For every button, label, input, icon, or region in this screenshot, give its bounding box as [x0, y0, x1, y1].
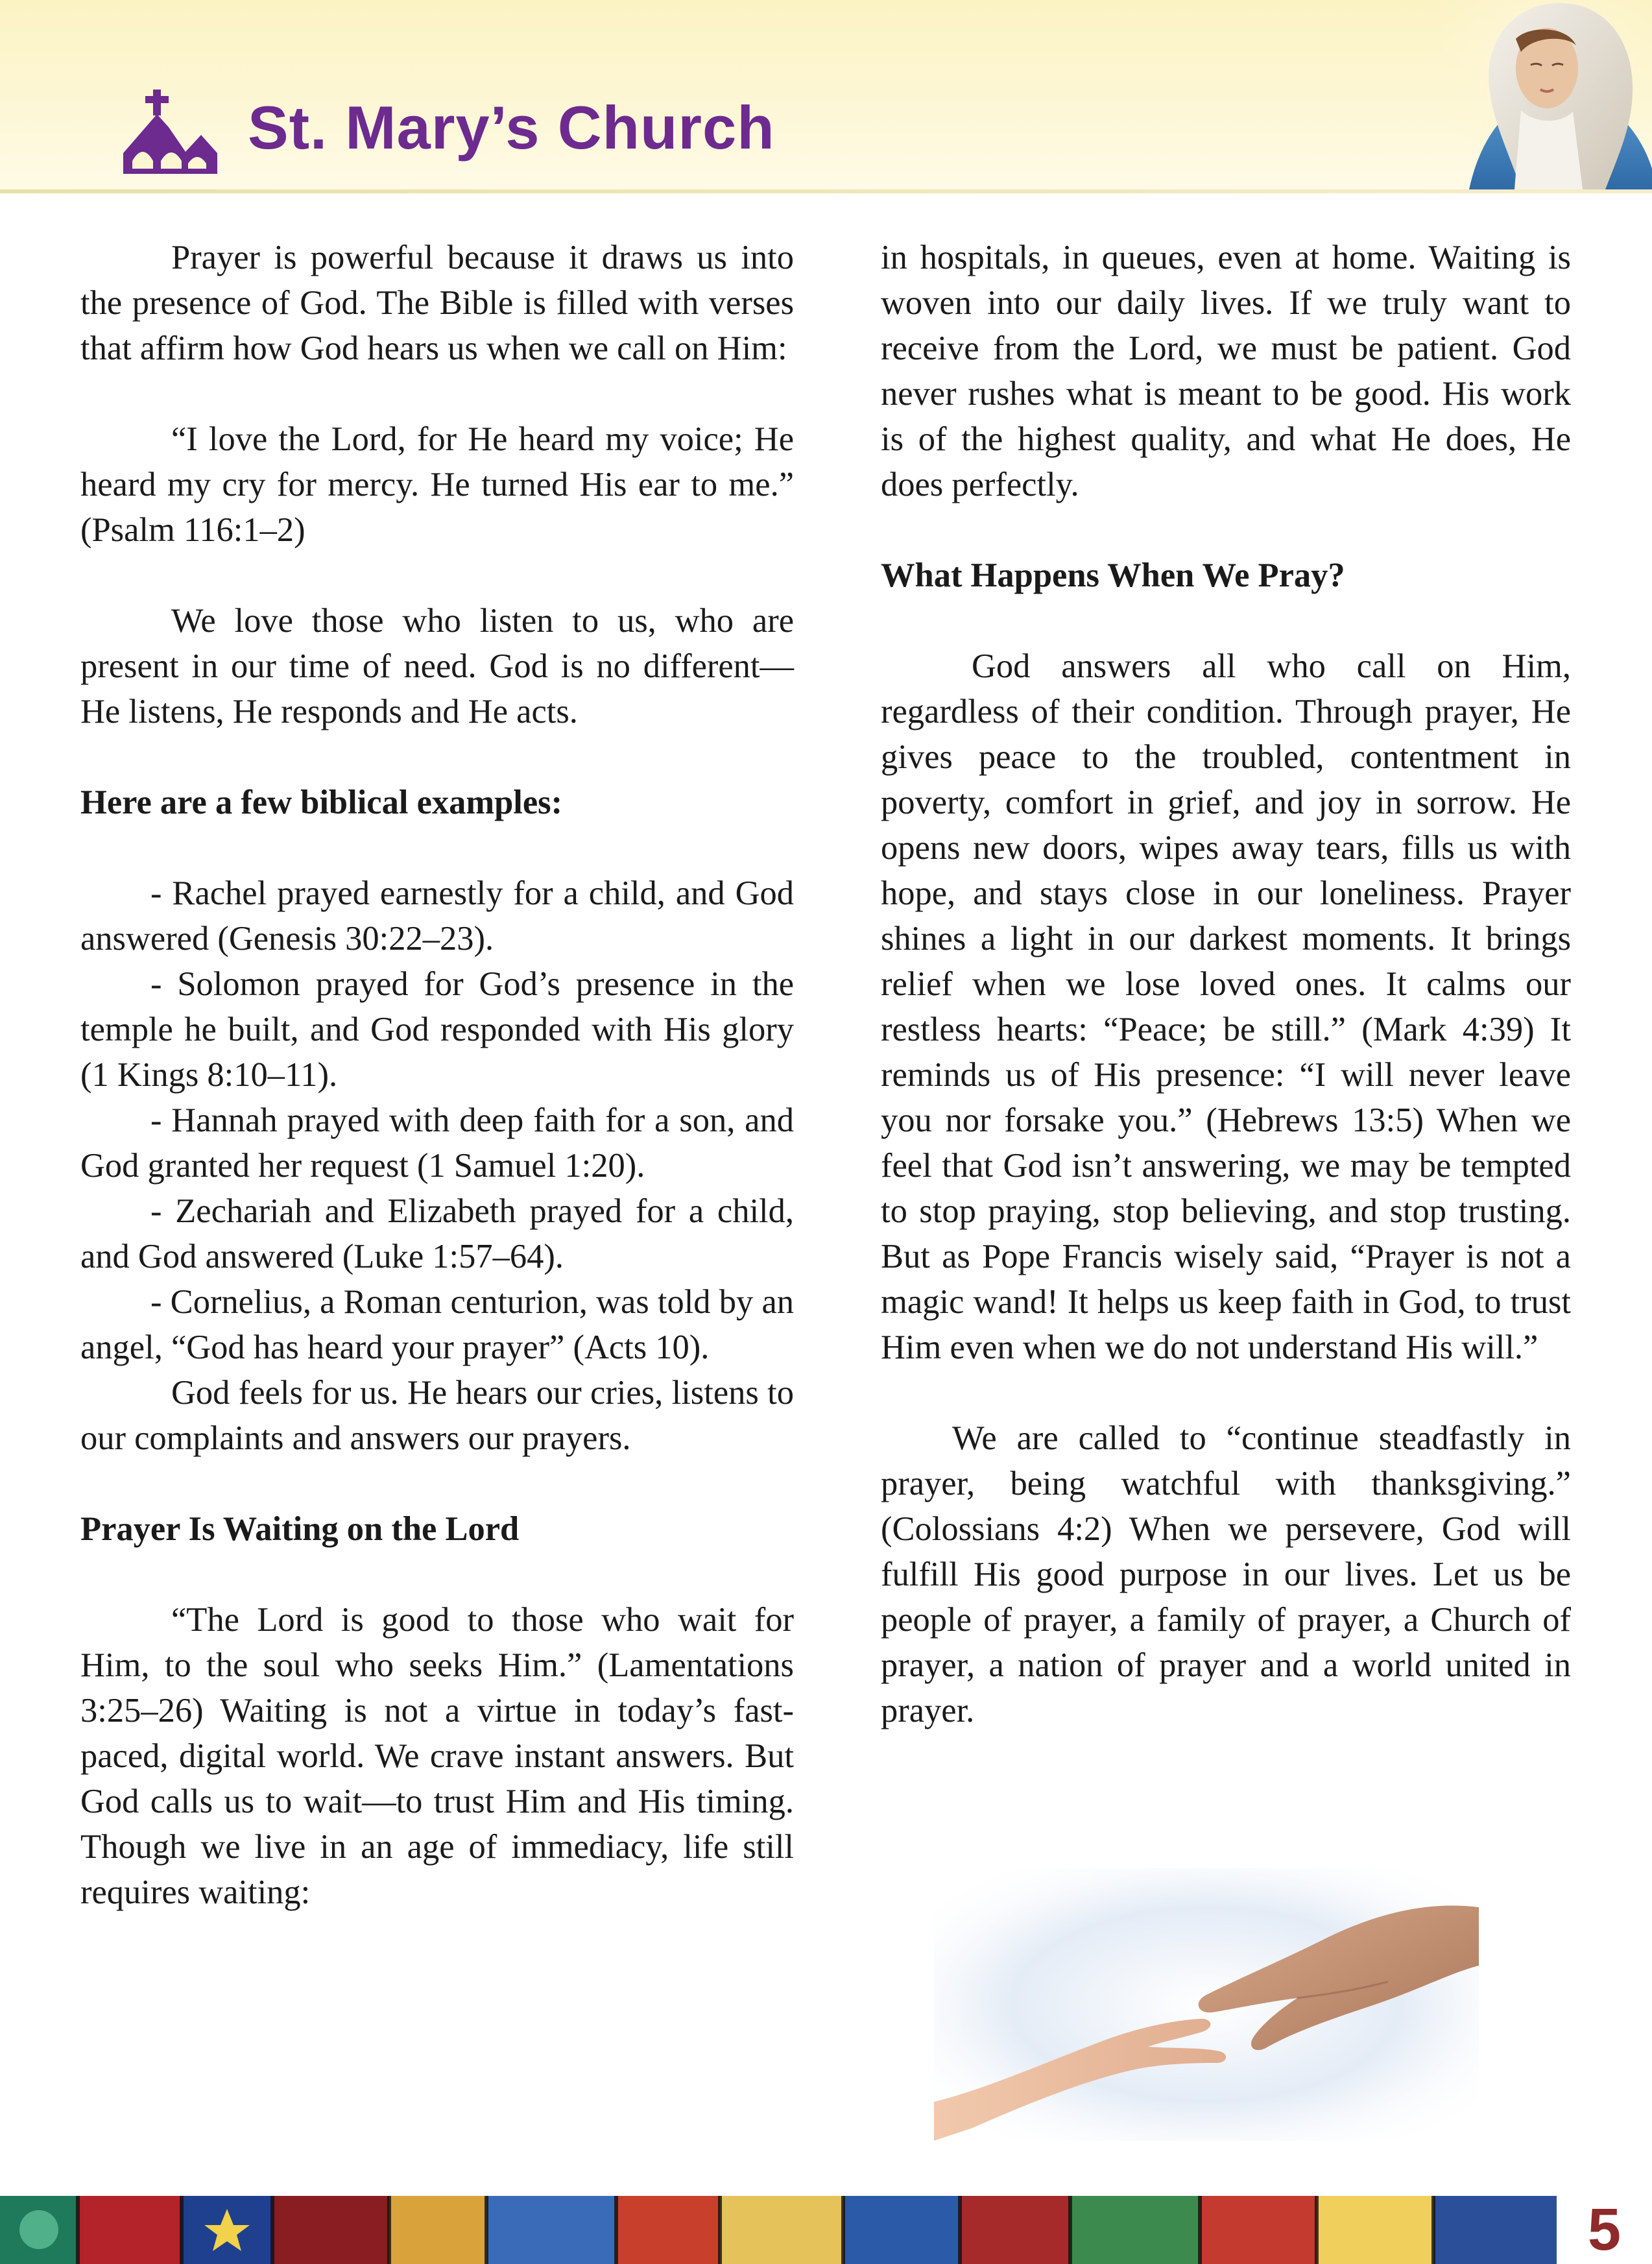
- section-heading: Here are a few biblical examples:: [80, 784, 563, 821]
- paragraph: Prayer is powerful because it draws us into the presence of God. The Bible is filled with verses that affirm how God hears us when we call on Him:: [80, 239, 794, 367]
- paragraph: “The Lord is good to those who wait for Him, to the soul who seeks Him.” (Lamentations 3:25–26) Waiting is not a virtue in today’s fast-paced, digital world. We crave instant answers. But God calls us to wait—to trust Him and His timing. Though we live in an age of immediacy, life still requires waiting:: [80, 1601, 794, 1911]
- section-heading: Prayer Is Waiting on the Lord: [80, 1510, 520, 1548]
- paragraph: in hospitals, in queues, even at home. Waiting is woven into our daily lives. If we truly want to receive from the Lord, we must be patient. God never rushes what is meant to be good. His work is of the highest quality, and what He does, He does perfectly.: [881, 239, 1571, 503]
- stained-glass-footer: [0, 2196, 1557, 2264]
- church-name: St. Mary’s Church: [248, 93, 775, 162]
- section-heading: What Happens When We Pray?: [881, 557, 1345, 594]
- paragraph: God answers all who call on Him, regardless of their condition. Through prayer, He gives peace to the troubled, contentment in poverty, comfort in grief, and joy in sorrow. He opens new doors, wipes away tears, fills us with hope, and stays close in our loneliness. Prayer shines a light in our darkest moments. It brings relief when we lose loved ones. It calms our restless hearts: “Peace; be still.” (Mark 4:39) It reminds us of His presence: “I will never leave you nor forsake you.” (Hebrews 13:5) When we feel that God isn’t answering, we may be tempted to stop praying, stop believing, and stop trusting. But as Pope Francis wisely said, “Prayer is not a magic wand! It helps us keep faith in God, to trust Him even when we do not understand His will.”: [881, 647, 1571, 1366]
- right-column: [881, 235, 1571, 1733]
- virgin-mary-statue-image: [1443, 0, 1652, 189]
- example-item: - Rachel prayed earnestly for a child, and God answered (Genesis 30:22–23).: [80, 874, 794, 957]
- scripture-quote: “I love the Lord, for He heard my voice; He heard my cry for mercy. He turned His ear to me.” (Psalm 116:1–2): [80, 420, 794, 549]
- example-item: - Zechariah and Elizabeth prayed for a child, and God answered (Luke 1:57–64).: [80, 1192, 794, 1275]
- example-item: - Cornelius, a Roman centurion, was told by an angel, “God has heard your prayer” (Acts 10).: [80, 1283, 794, 1366]
- reaching-hands-image: [934, 1868, 1479, 2141]
- example-item: - Solomon prayed for God’s presence in the temple he built, and God responded with His glory (1 Kings 8:10–11).: [80, 965, 794, 1094]
- paragraph: God feels for us. He hears our cries, listens to our complaints and answers our prayers.: [80, 1374, 794, 1457]
- paragraph: We are called to “continue steadfastly in prayer, being watchful with thanksgiving.” (Colossians 4:2) When we persevere, God will fulfill His good purpose in our lives. Let us be people of prayer, a family of prayer, a Church of prayer, a nation of prayer and a world united in prayer.: [881, 1419, 1571, 1729]
- header-divider: [0, 189, 1652, 193]
- example-item: - Hannah prayed with deep faith for a son, and God granted her request (1 Samuel 1:20).: [80, 1102, 794, 1185]
- page-number: 5: [1557, 2196, 1652, 2264]
- left-column: [80, 235, 794, 1915]
- church-cross-icon: [123, 90, 217, 174]
- paragraph: We love those who listen to us, who are present in our time of need. God is no different—He listens, He responds and He acts.: [80, 602, 794, 730]
